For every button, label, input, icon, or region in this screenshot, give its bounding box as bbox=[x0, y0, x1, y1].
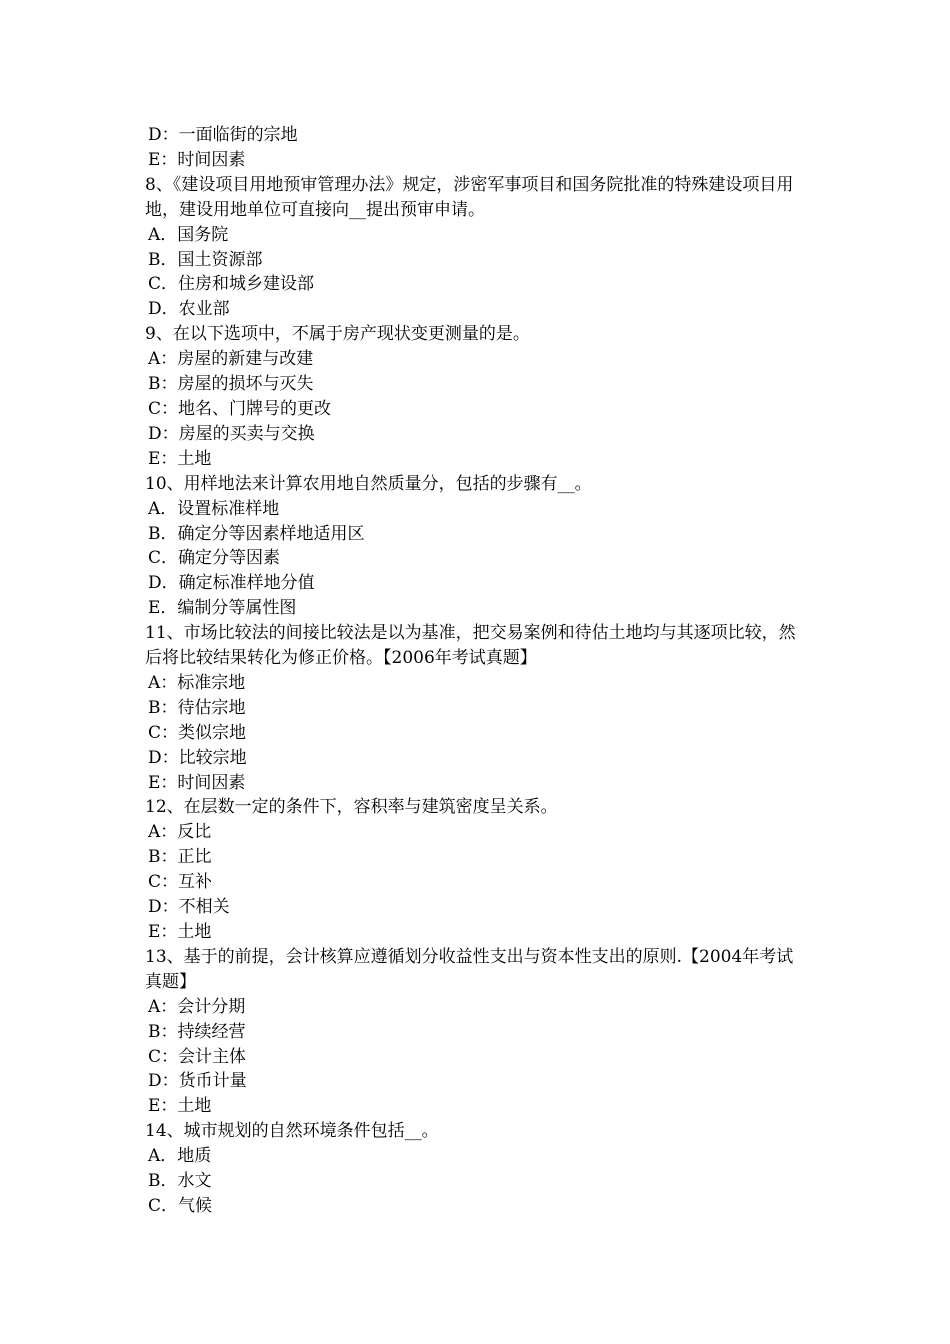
option-e: E：时间因素 bbox=[148, 772, 246, 793]
question-9 bbox=[145, 322, 810, 471]
option-a: A：标准宗地 bbox=[148, 672, 246, 693]
option-c: C：地名、门牌号的更改 bbox=[148, 398, 332, 419]
option-c: C：互补 bbox=[148, 872, 213, 893]
question-13 bbox=[145, 945, 810, 1119]
option-a: A：反比 bbox=[148, 822, 212, 843]
question-stem: 11、市场比较法的间接比较法是以为基准，把交易案例和待估土地均与其逐项比较，然后将比较结果转化为修正价格。【2006年考试真题】 bbox=[145, 623, 796, 669]
option-e: E：时间因素 bbox=[148, 149, 246, 170]
option-d: D：比较宗地 bbox=[148, 747, 247, 768]
option-d: D．农业部 bbox=[148, 299, 230, 320]
option-e: E：土地 bbox=[148, 922, 212, 942]
option-a: A：房屋的新建与改建 bbox=[148, 349, 314, 370]
question-12 bbox=[145, 795, 810, 944]
option-c: C．确定分等因素 bbox=[148, 548, 281, 569]
question-stem: 13、基于的前提，会计核算应遵循划分收益性支出与资本性支出的原则.【2004年考试真题】 bbox=[145, 946, 794, 992]
option-a: A．设置标准样地 bbox=[148, 498, 280, 519]
option-c: C．住房和城乡建设部 bbox=[148, 274, 315, 295]
question-11 bbox=[145, 621, 810, 795]
question-8 bbox=[145, 173, 810, 322]
option-a: A．地质 bbox=[148, 1146, 212, 1167]
option-b: B．确定分等因素样地适用区 bbox=[148, 523, 365, 544]
option-b: B．国土资源部 bbox=[148, 249, 263, 270]
option-b: B：房屋的损坏与灭失 bbox=[148, 374, 314, 395]
question-stem: 8、《建设项目用地预审管理办法》规定，涉密军事项目和国务院批准的特殊建设项目用地，建设用地单位可直接向__提出预审申请。 bbox=[145, 174, 794, 220]
question-10 bbox=[145, 472, 810, 621]
question-7-tail bbox=[145, 123, 810, 173]
option-a: A．国务院 bbox=[148, 224, 229, 245]
option-e: E．编制分等属性图 bbox=[148, 598, 297, 619]
option-d: D．确定标准样地分值 bbox=[148, 573, 315, 594]
option-d: D：房屋的买卖与交换 bbox=[148, 423, 315, 444]
option-a: A：会计分期 bbox=[148, 996, 246, 1017]
option-b: B：正比 bbox=[148, 847, 212, 868]
question-14 bbox=[145, 1119, 810, 1219]
option-b: B．水文 bbox=[148, 1171, 212, 1192]
option-e: E：土地 bbox=[148, 1096, 212, 1117]
question-stem: 12、在层数一定的条件下，容积率与建筑密度呈关系。 bbox=[145, 797, 558, 818]
option-d: D：不相关 bbox=[148, 897, 230, 918]
option-c: C：会计主体 bbox=[148, 1046, 247, 1067]
question-stem: 10、用样地法来计算农用地自然质量分，包括的步骤有__。 bbox=[145, 473, 592, 494]
option-b: B：待估宗地 bbox=[148, 697, 246, 718]
question-stem: 14、城市规划的自然环境条件包括__。 bbox=[145, 1121, 439, 1142]
option-c: C．气候 bbox=[148, 1195, 213, 1216]
question-stem: 9、在以下选项中，不属于房产现状变更测量的是。 bbox=[145, 324, 530, 345]
question-list bbox=[145, 123, 810, 1219]
option-b: B：持续经营 bbox=[148, 1021, 246, 1042]
option-e: E：土地 bbox=[148, 448, 212, 469]
option-d: D：货币计量 bbox=[148, 1071, 247, 1092]
option-d: D：一面临街的宗地 bbox=[148, 125, 298, 145]
option-c: C：类似宗地 bbox=[148, 722, 247, 743]
